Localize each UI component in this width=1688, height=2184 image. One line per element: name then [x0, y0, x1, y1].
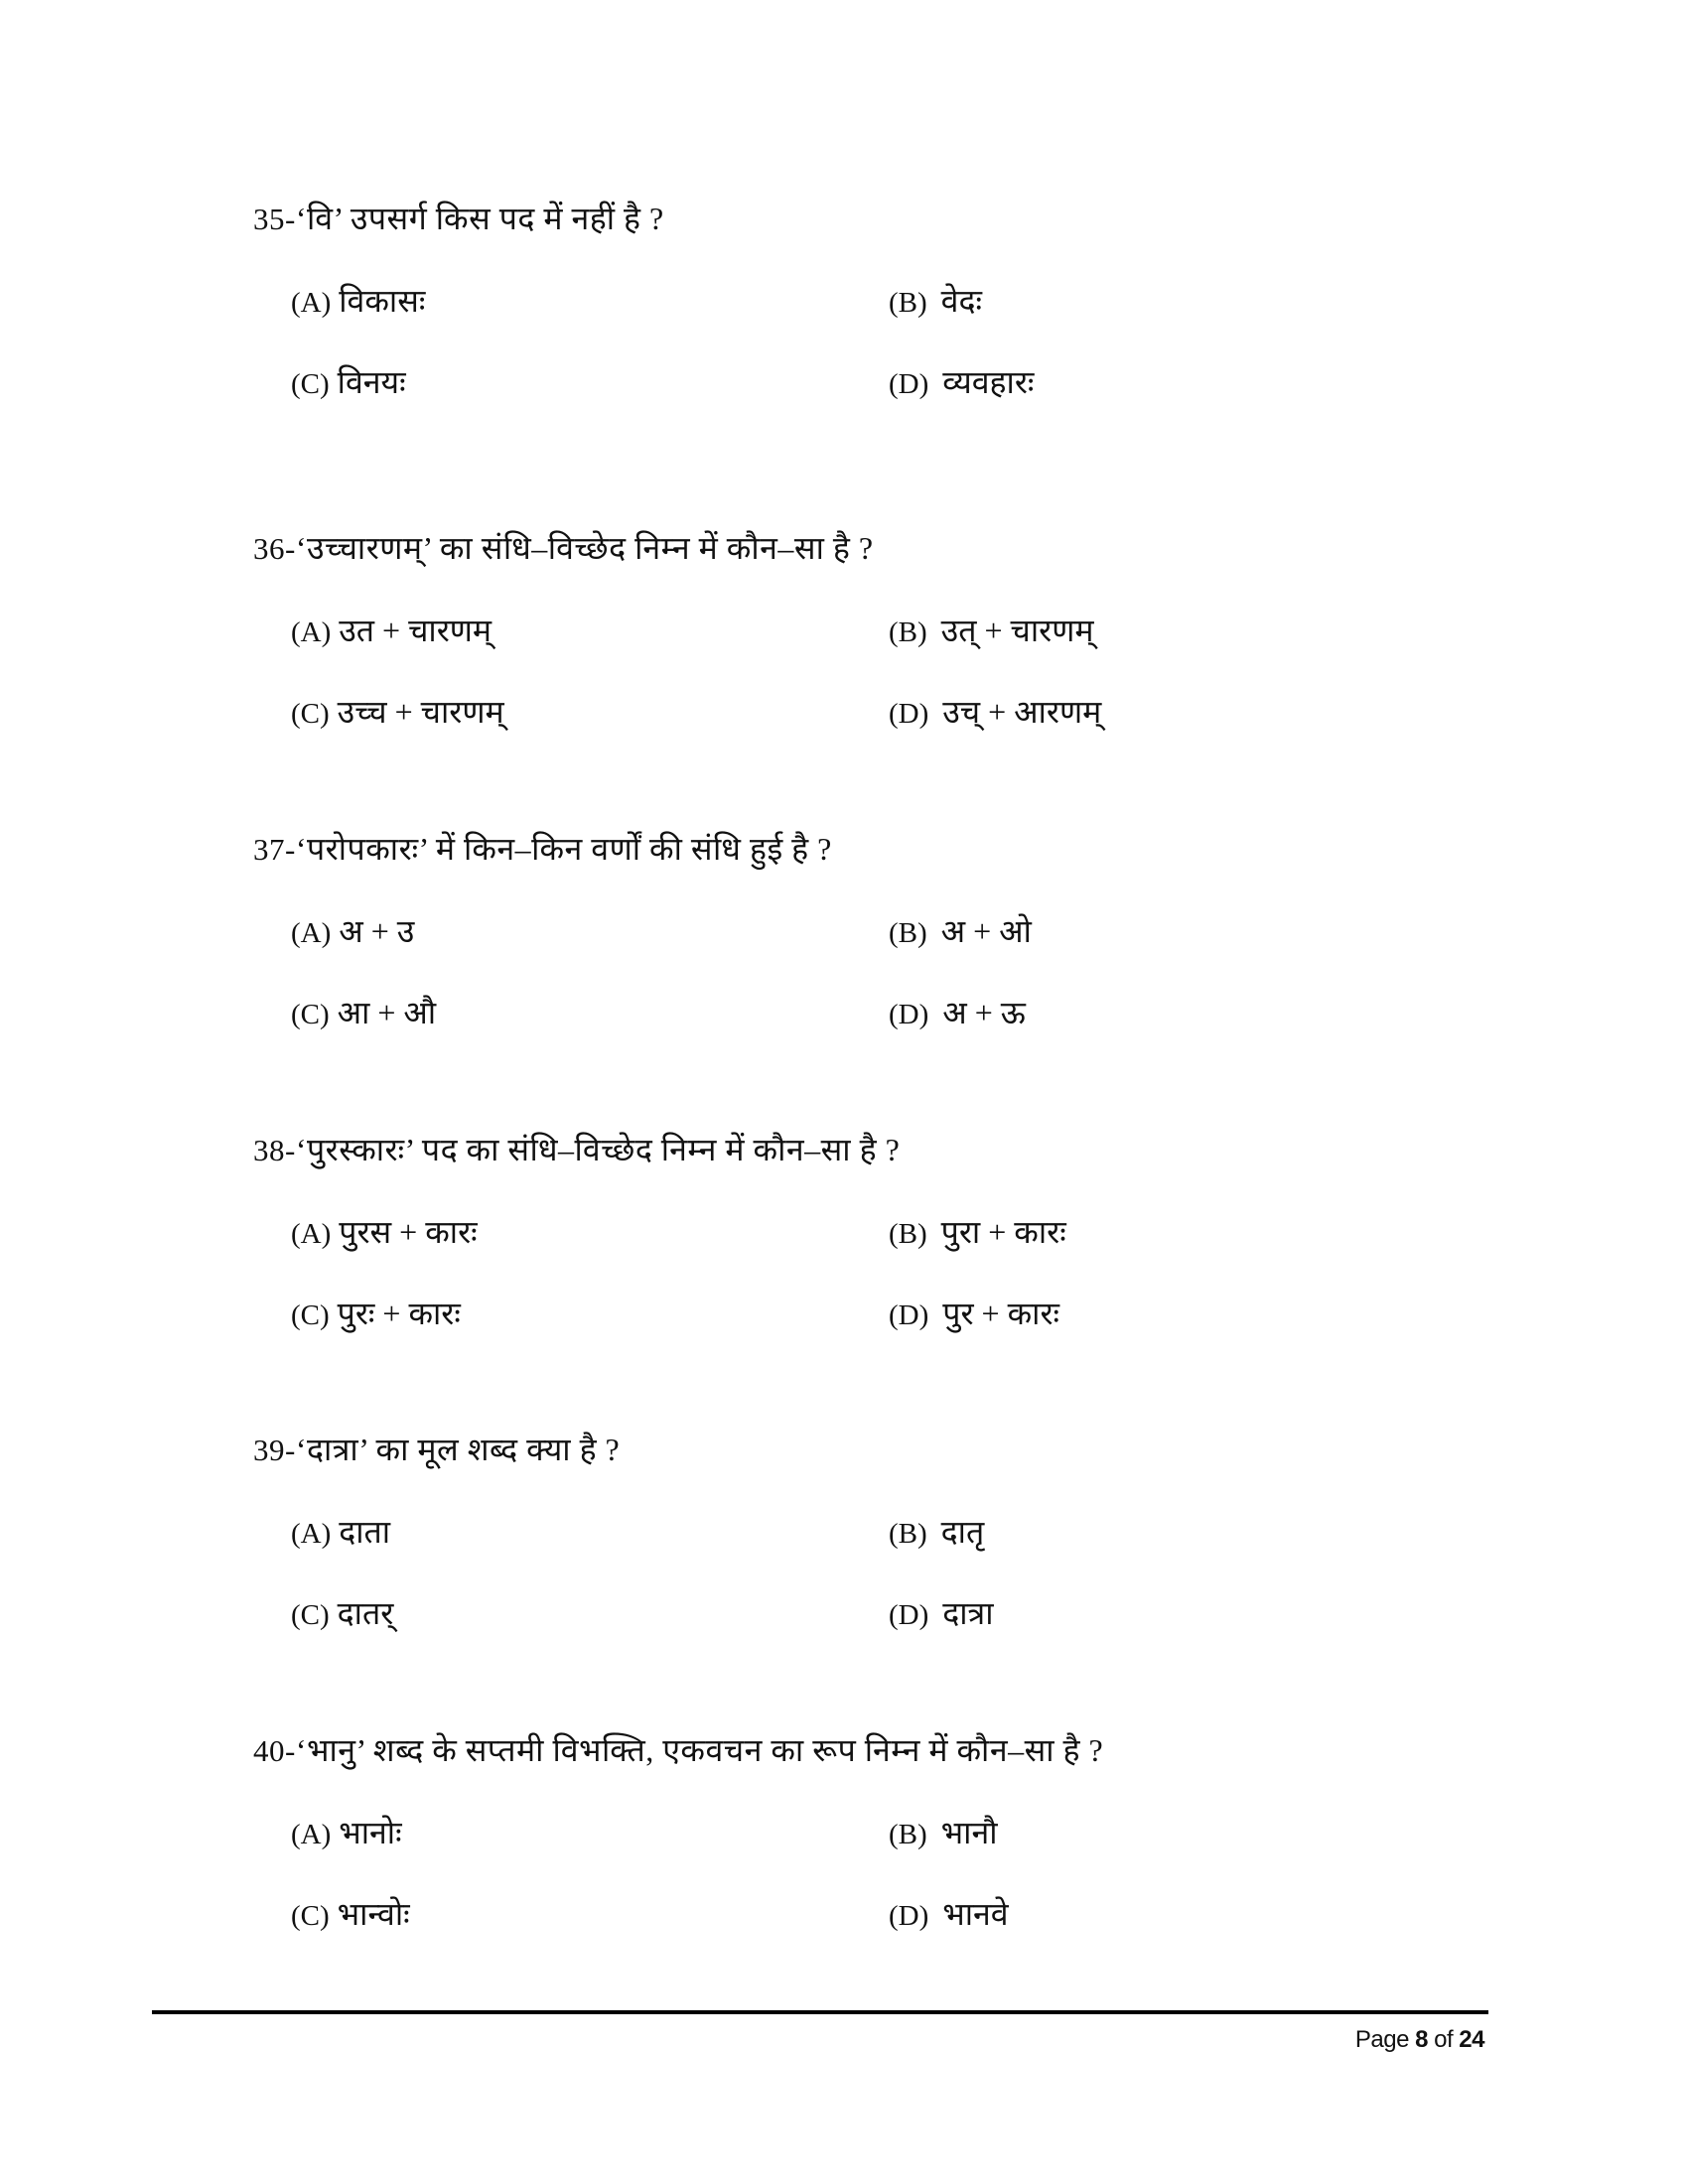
option-text: उच् + आरणम् [942, 694, 1102, 730]
option-label: (A) [291, 1218, 332, 1250]
option-label: (D) [889, 698, 929, 730]
option-label: (B) [889, 287, 927, 319]
option-text: दातृ [940, 1514, 985, 1550]
option-label: (A) [291, 1518, 332, 1550]
option-d [889, 1294, 1059, 1335]
option-c [291, 692, 504, 734]
option-a [291, 911, 414, 953]
option-label: (B) [889, 1518, 927, 1550]
option-text: अ + उ [339, 913, 415, 949]
question-number: 35- [253, 202, 296, 236]
page-prefix: Page [1354, 2026, 1416, 2053]
option-text: उत् + चारणम् [940, 613, 1094, 648]
question-prompt: ‘वि’ उपसर्ग किस पद में नहीं है ? [295, 201, 664, 236]
option-text: पुरा + कारः [940, 1214, 1066, 1250]
option-label: (D) [889, 1900, 929, 1932]
option-label: (C) [291, 1599, 330, 1631]
footer-divider [152, 2010, 1488, 2014]
option-a [291, 1512, 390, 1554]
option-label: (A) [291, 917, 332, 949]
option-text: भानौ [940, 1815, 998, 1850]
option-text: व्यवहारः [942, 364, 1035, 400]
option-label: (C) [291, 1900, 330, 1932]
option-text: दात्रा [942, 1595, 994, 1631]
option-text: पुर + कारः [942, 1296, 1059, 1331]
option-a [291, 611, 492, 652]
page-total: 24 [1459, 2026, 1484, 2053]
option-label: (A) [291, 287, 332, 319]
option-label: (D) [889, 1299, 929, 1331]
option-d [889, 362, 1034, 404]
option-b [889, 1212, 1066, 1254]
option-b [889, 281, 982, 323]
option-label: (D) [889, 999, 929, 1030]
question-text [253, 528, 874, 569]
option-text: विनयः [337, 364, 406, 400]
option-label: (A) [291, 1819, 332, 1850]
question-prompt: ‘परोपकारः’ में किन–किन वर्णों की संधि हुई है ? [295, 831, 832, 867]
option-c [291, 993, 436, 1034]
option-c [291, 1294, 461, 1335]
option-text: उच्च + चारणम् [337, 694, 504, 730]
option-text: भानवे [942, 1896, 1009, 1932]
option-label: (A) [291, 616, 332, 648]
option-label: (D) [889, 1599, 929, 1631]
option-text: दातर् [337, 1595, 394, 1631]
question-text [253, 199, 664, 239]
question-prompt: ‘उच्चारणम्’ का संधि–विच्छेद निम्न में कौन–सा है ? [295, 530, 874, 566]
option-d [889, 1894, 1009, 1936]
question-number: 37- [253, 832, 296, 867]
option-a [291, 1212, 478, 1254]
option-text: भान्वोः [337, 1896, 410, 1932]
option-b [889, 611, 1093, 652]
option-d [889, 993, 1026, 1034]
question-prompt: ‘भानु’ शब्द के सप्तमी विभक्ति, एकवचन का रूप निम्न में कौन–सा है ? [295, 1732, 1104, 1768]
option-text: उत + चारणम् [339, 613, 492, 648]
option-label: (D) [889, 368, 929, 400]
option-label: (C) [291, 368, 330, 400]
option-text: वेदः [940, 283, 982, 319]
page-of: of [1427, 2026, 1460, 2053]
page-current: 8 [1415, 2026, 1428, 2053]
option-text: अ + ऊ [942, 995, 1026, 1030]
option-b [889, 1813, 998, 1854]
option-b [889, 1512, 984, 1554]
option-label: (B) [889, 1819, 927, 1850]
option-text: आ + औ [337, 995, 437, 1030]
option-c [291, 362, 406, 404]
question-number: 40- [253, 1733, 296, 1768]
question-text [253, 1430, 620, 1470]
option-a [291, 281, 425, 323]
question-text [253, 1130, 900, 1170]
option-d [889, 1593, 994, 1635]
option-text: विकासः [339, 283, 426, 319]
question-text [253, 1730, 1103, 1771]
option-text: अ + ओ [940, 913, 1032, 949]
option-label: (B) [889, 616, 927, 648]
option-label: (C) [291, 999, 330, 1030]
option-b [889, 911, 1032, 953]
option-c [291, 1894, 410, 1936]
question-number: 38- [253, 1133, 296, 1167]
option-label: (C) [291, 1299, 330, 1331]
option-text: दाता [339, 1514, 391, 1550]
question-number: 39- [253, 1433, 296, 1467]
option-label: (B) [889, 917, 927, 949]
option-text: पुरः + कारः [337, 1296, 461, 1331]
question-number: 36- [253, 531, 296, 566]
option-label: (B) [889, 1218, 927, 1250]
question-text [253, 829, 832, 870]
option-a [291, 1813, 402, 1854]
question-prompt: ‘पुरस्कारः’ पद का संधि–विच्छेद निम्न में कौन–सा है ? [295, 1132, 901, 1167]
option-text: भानोः [339, 1815, 402, 1850]
option-c [291, 1593, 393, 1635]
option-d [889, 692, 1101, 734]
page-number [1355, 2025, 1484, 2055]
question-prompt: ‘दात्रा’ का मूल शब्द क्या है ? [295, 1432, 621, 1467]
option-text: पुरस + कारः [339, 1214, 478, 1250]
option-label: (C) [291, 698, 330, 730]
